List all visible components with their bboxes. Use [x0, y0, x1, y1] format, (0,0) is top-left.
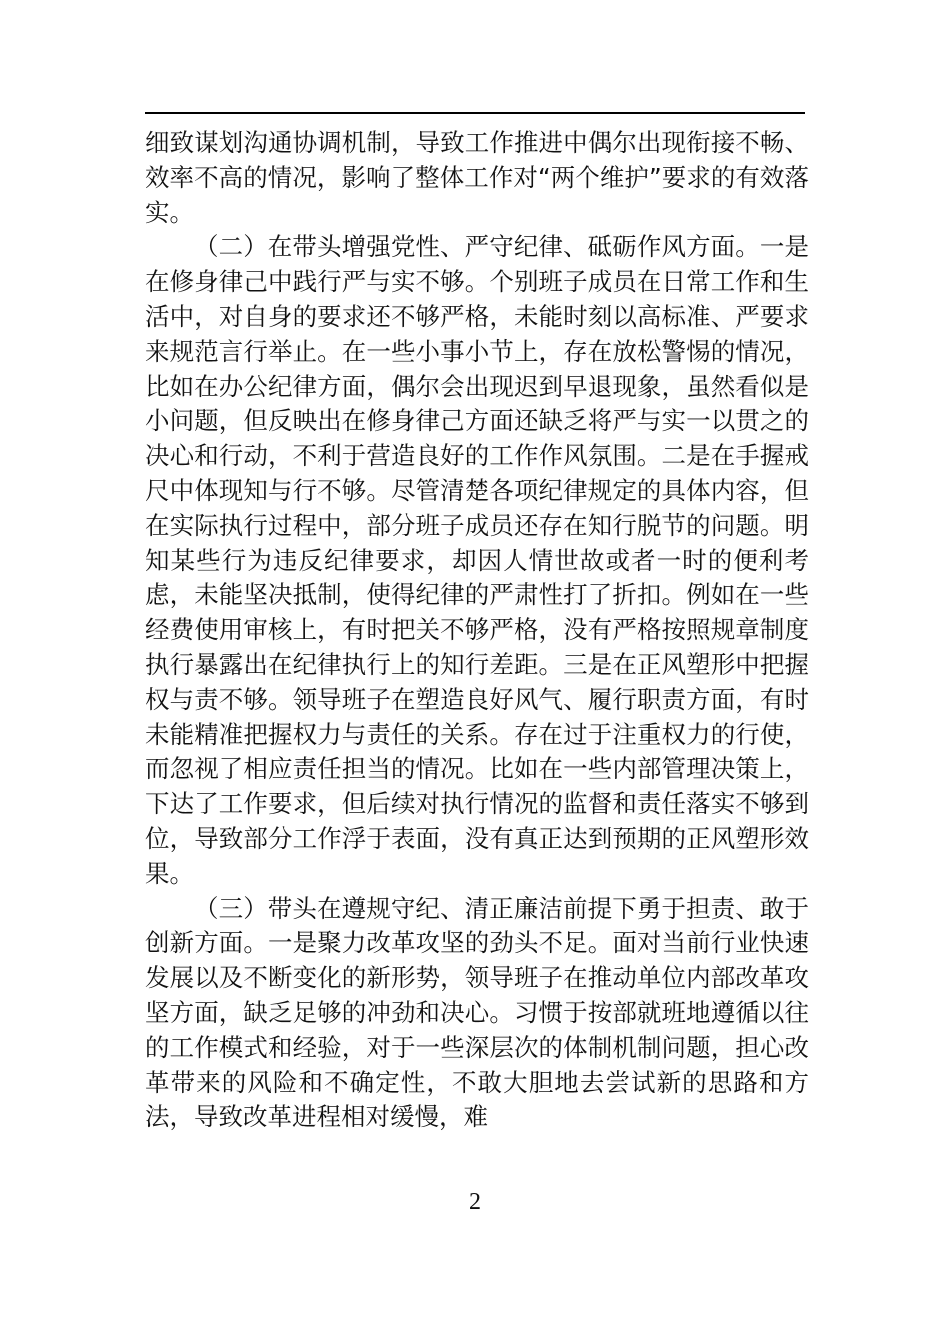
document-body: [145, 126, 809, 1135]
paragraph-continuation: 细致谋划沟通协调机制，导致工作推进中偶尔出现衔接不畅、效率不高的情况，影响了整体工作对“两个维护”要求的有效落实。: [145, 128, 809, 227]
header-rule: [145, 112, 805, 114]
paragraph-section-three: （三）带头在遵规守纪、清正廉洁前提下勇于担责、敢于创新方面。一是聚力改革攻坚的劲头不足。面对当前行业快速发展以及不断变化的新形势，领导班子在推动单位内部改革攻坚方面，缺乏足够的冲劲和决心。习惯于按部就班地遵循以往的工作模式和经验，对于一些深层次的体制机制问题，担心改革带来的风险和不确定性，不敢大胆地去尝试新的思路和方法，导致改革进程相对缓慢，难: [145, 893, 809, 1132]
paragraph-section-two: （二）在带头增强党性、严守纪律、砥砺作风方面。一是在修身律己中践行严与实不够。个别班子成员在日常工作和生活中，对自身的要求还不够严格，未能时刻以高标准、严要求来规范言行举止。在一些小事小节上，存在放松警惕的情况，比如在办公纪律方面，偶尔会出现迟到早退现象，虽然看似是小问题，但反映出在修身律己方面还缺乏将严与实一以贯之的决心和行动，不利于营造良好的工作作风氛围。二是在手握戒尺中体现知与行不够。尽管清楚各项纪律规定的具体内容，但在实际执行过程中，部分班子成员还存在知行脱节的问题。明知某些行为违反纪律要求，却因人情世故或者一时的便利考虑，未能坚决抵制，使得纪律的严肃性打了折扣。例如在一些经费使用审核上，有时把关不够严格，没有严格按照规章制度执行暴露出在纪律执行上的知行差距。三是在正风塑形中把握权与责不够。领导班子在塑造良好风气、履行职责方面，有时未能精准把握权力与责任的关系。存在过于注重权力的行使，而忽视了相应责任担当的情况。比如在一些内部管理决策上，下达了工作要求，但后续对执行情况的监督和责任落实不够到位，导致部分工作浮于表面，没有真正达到预期的正风塑形效果。: [145, 232, 809, 888]
page-number: 2: [469, 1189, 481, 1215]
